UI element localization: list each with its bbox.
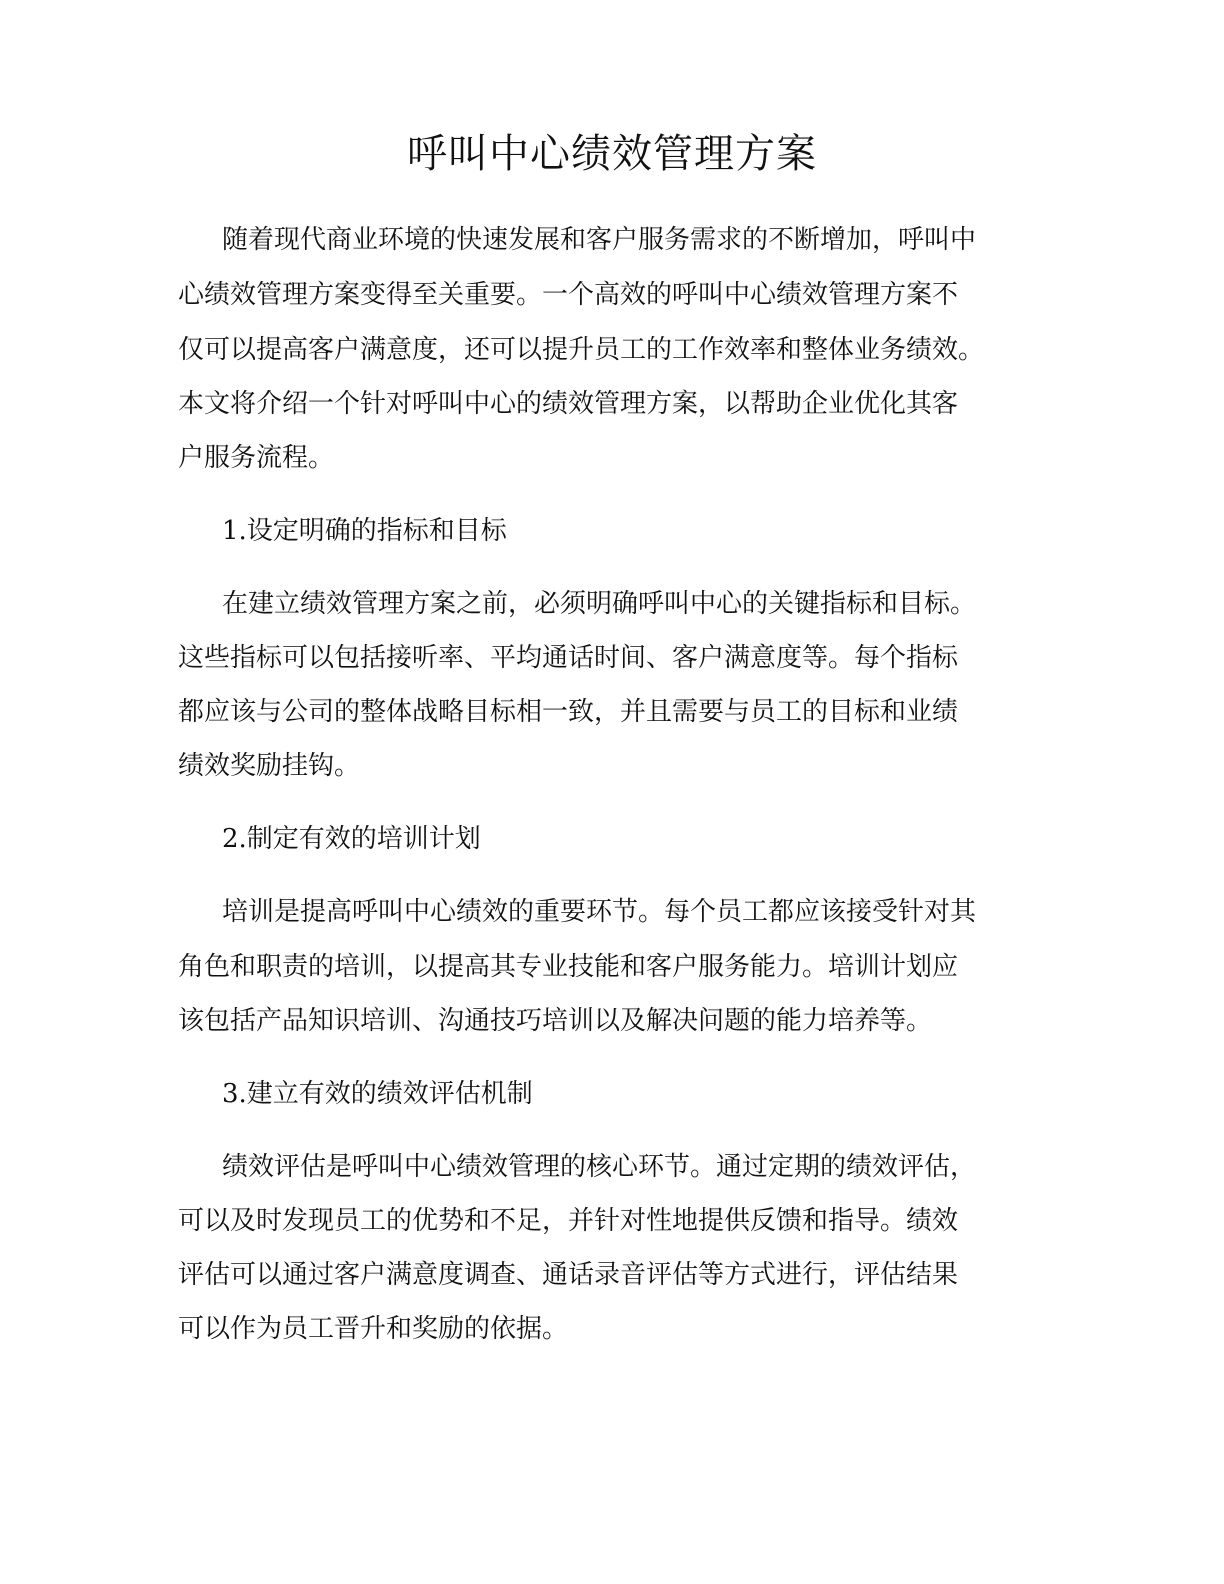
intro-line: 仅可以提高客户满意度，还可以提升员工的工作效率和整体业务绩效。: [178, 335, 985, 365]
section-line: 绩效评估是呼叫中心绩效管理的核心环节。通过定期的绩效评估，: [222, 1152, 977, 1182]
document-title: 呼叫中心绩效管理方案: [407, 131, 817, 177]
intro-line: 随着现代商业环境的快速发展和客户服务需求的不断增加，呼叫中: [222, 225, 977, 255]
intro-line: 本文将介绍一个针对呼叫中心的绩效管理方案，以帮助企业优化其客: [178, 389, 959, 419]
section-line: 这些指标可以包括接听率、平均通话时间、客户满意度等。每个指标: [178, 643, 959, 673]
section-line: 可以作为员工晋升和奖励的依据。: [178, 1314, 569, 1344]
section-heading: 3.建立有效的绩效评估机制: [222, 1079, 533, 1109]
section-line: 评估可以通过客户满意度调查、通话录音评估等方式进行，评估结果: [178, 1260, 959, 1290]
section-heading: 2.制定有效的培训计划: [222, 824, 481, 854]
section-heading: 1.设定明确的指标和目标: [222, 516, 507, 546]
intro-line: 户服务流程。: [178, 443, 335, 473]
section-line: 可以及时发现员工的优势和不足，并针对性地提供反馈和指导。绩效: [178, 1206, 959, 1236]
section-line: 角色和职责的培训，以提高其专业技能和客户服务能力。培训计划应: [178, 952, 959, 982]
section-line: 绩效奖励挂钩。: [178, 751, 361, 781]
section-line: 培训是提高呼叫中心绩效的重要环节。每个员工都应该接受针对其: [222, 897, 977, 927]
section-line: 在建立绩效管理方案之前，必须明确呼叫中心的关键指标和目标。: [222, 589, 977, 619]
intro-line: 心绩效管理方案变得至关重要。一个高效的呼叫中心绩效管理方案不: [178, 280, 959, 310]
section-line: 都应该与公司的整体战略目标相一致，并且需要与员工的目标和业绩: [178, 697, 959, 727]
section-line: 该包括产品知识培训、沟通技巧培训以及解决问题的能力培养等。: [178, 1006, 933, 1036]
